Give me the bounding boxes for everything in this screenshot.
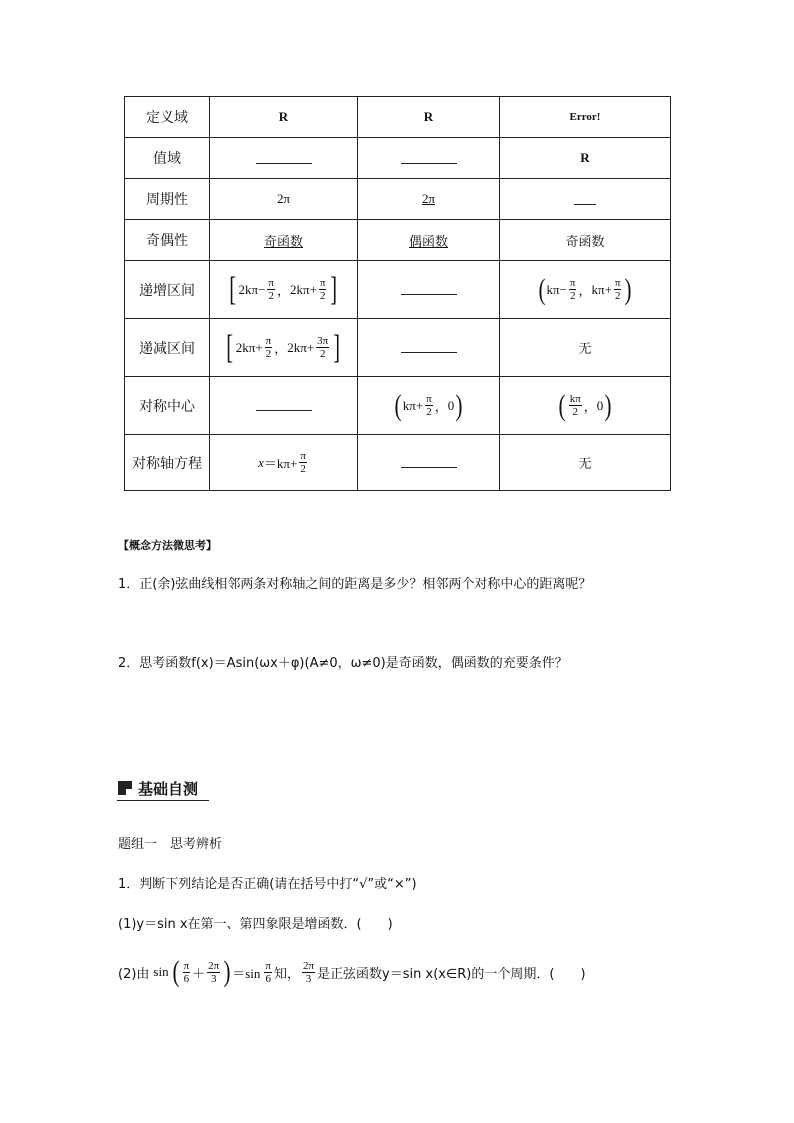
- sin-parity: 奇函数: [210, 220, 358, 261]
- row-label-domain: 定义域: [125, 97, 210, 138]
- cos-decreasing-blank: [358, 319, 500, 377]
- sin-range-blank: [210, 138, 358, 179]
- concept-question-1: 1．正(余)弦曲线相邻两条对称轴之间的距离是多少？相邻两个对称中心的距离呢？: [118, 577, 592, 592]
- sin-domain: R: [210, 97, 358, 138]
- cos-parity: 偶函数: [358, 220, 500, 261]
- row-label-decreasing: 递减区间: [125, 319, 210, 377]
- tan-period-blank: [500, 179, 671, 220]
- row-label-increasing: 递增区间: [125, 261, 210, 319]
- cos-increasing-blank: [358, 261, 500, 319]
- sin-increasing-interval: [ 2kπ− $\frac{\pi}{2}$ ， 2kπ+ $\frac{\pi}{2}$ ]: [210, 261, 358, 319]
- cos-axis-blank: [358, 435, 500, 491]
- tan-decreasing: 无: [500, 319, 671, 377]
- tan-domain: Error!: [500, 97, 671, 138]
- problem-1-part-2: (2)由 sin ( $\frac{\pi}{6}$ ＋ $\frac{2\pi}{3}$ ) ＝sin $\frac{\pi}{6}$ 知， $\frac{2\pi}{3}$ 是正弦函数y＝sin x(x∈R)的一个周期．( ): [118, 955, 586, 988]
- cos-range-blank: [358, 138, 500, 179]
- function-properties-table: [124, 96, 671, 491]
- row-label-parity: 奇偶性: [125, 220, 210, 261]
- section-header: [117, 778, 209, 801]
- row-label-period: 周期性: [125, 179, 210, 220]
- section-square-icon: [118, 781, 132, 795]
- cos-symmetry-center: ( kπ+ $\frac{\pi}{2}$ ， 0 ): [358, 377, 500, 435]
- problem-1-part-1: (1)y＝sin x在第一、第四象限是增函数．( ): [118, 917, 393, 932]
- cos-domain: R: [358, 97, 500, 138]
- sin-decreasing-interval: [ 2kπ+ $\frac{\pi}{2}$ ， 2kπ+ $\frac{3\pi}{2}$ ]: [210, 319, 358, 377]
- tan-parity: 奇函数: [500, 220, 671, 261]
- row-label-axis: 对称轴方程: [125, 435, 210, 491]
- row-label-range: 值域: [125, 138, 210, 179]
- sin-symmetry-axis: x ＝kπ+ $\frac{\pi}{2}$: [210, 435, 358, 491]
- problem-1-stem: 1．判断下列结论是否正确(请在括号中打“√”或“×”): [118, 877, 417, 892]
- tan-symmetry-center: ( $\frac{k\pi}{2}$ ， 0 ): [500, 377, 671, 435]
- row-label-center: 对称中心: [125, 377, 210, 435]
- tan-axis: 无: [500, 435, 671, 491]
- tan-increasing-interval: ( kπ− $\frac{\pi}{2}$ ， kπ+ $\frac{\pi}{2}$ ): [500, 261, 671, 319]
- tan-range: R: [500, 138, 671, 179]
- concept-heading: 【概念方法微思考】: [118, 539, 217, 552]
- group-title: 题组一 思考辨析: [118, 837, 223, 852]
- cos-period: 2π: [358, 179, 500, 220]
- sin-period: 2π: [210, 179, 358, 220]
- sin-center-blank: [210, 377, 358, 435]
- section-title: 基础自测: [138, 780, 199, 798]
- concept-question-2: 2．思考函数f(x)＝Asin(ωx＋φ)(A≠0，ω≠0)是奇函数，偶函数的充要条件？: [118, 656, 568, 671]
